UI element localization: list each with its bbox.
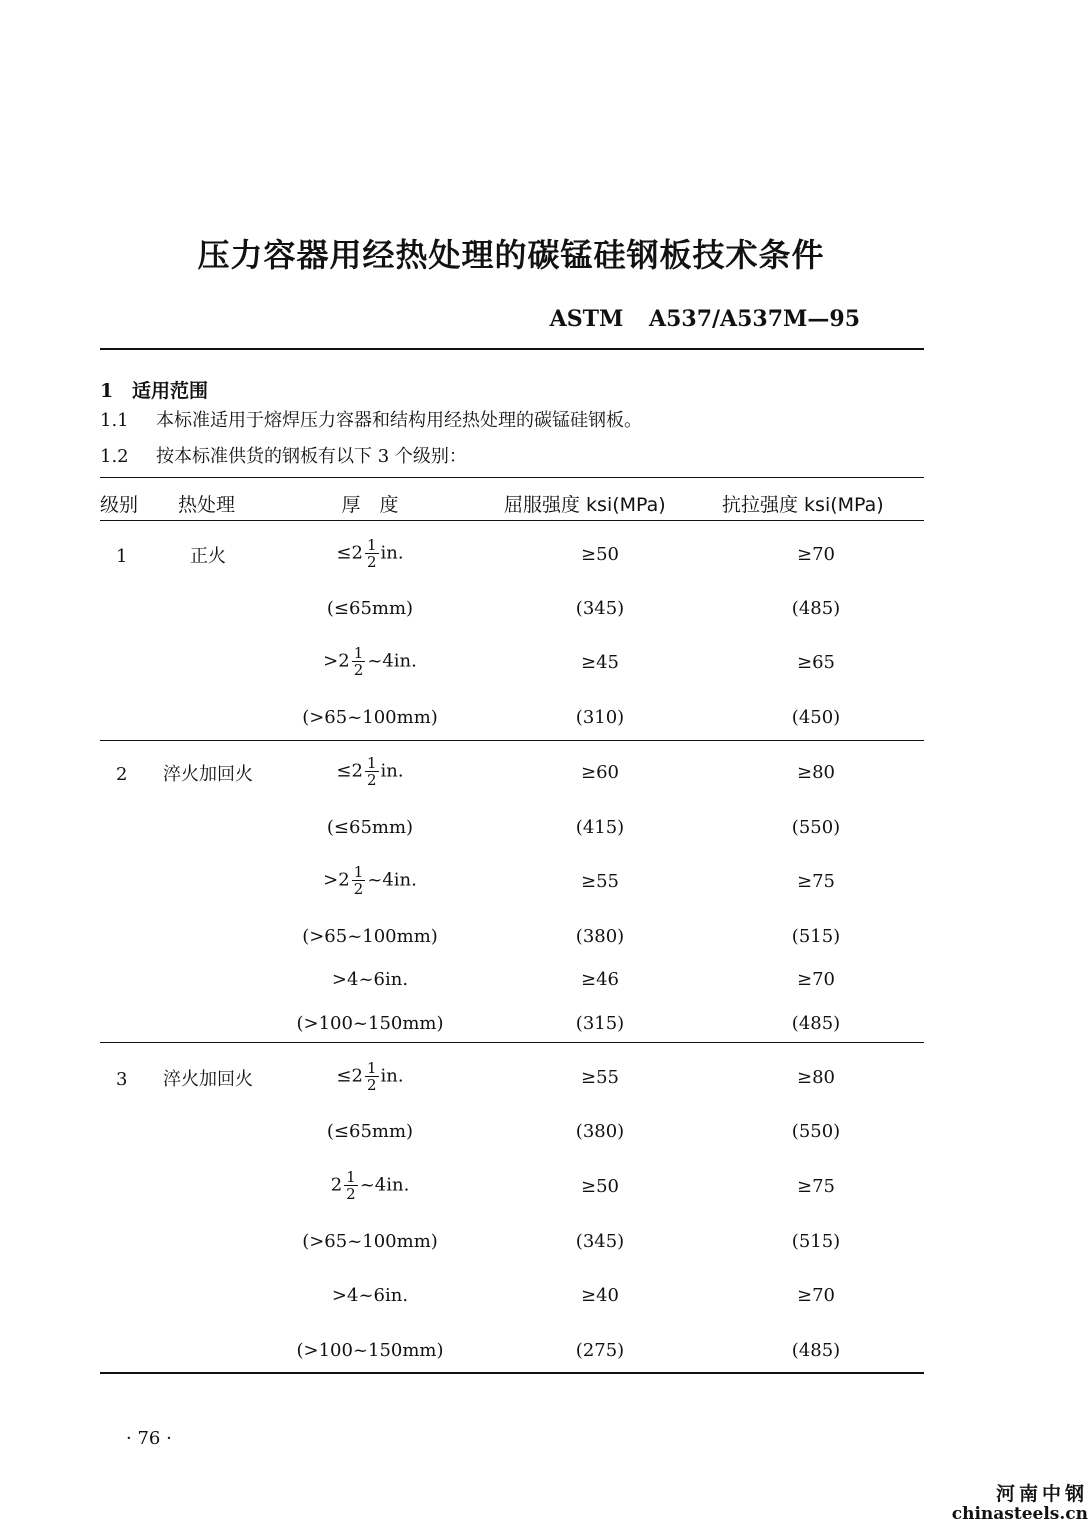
fraction-numerator: 1 xyxy=(366,1059,377,1077)
fraction xyxy=(365,1060,379,1093)
thickness-prefix: ≤2 xyxy=(336,1065,363,1087)
thickness-cell: (≤65mm) xyxy=(326,598,414,619)
heat-treatment-cell: 淬火加回火 xyxy=(163,1069,253,1090)
thickness-suffix: in. xyxy=(380,1065,404,1087)
yield-strength-cell: ≥55 xyxy=(581,871,619,892)
watermark-logo xyxy=(952,1484,1088,1524)
yield-strength-cell: ≥60 xyxy=(581,762,619,783)
thickness-prefix: ≤2 xyxy=(336,760,363,782)
section-number: 1 xyxy=(100,380,114,402)
tensile-strength-cell: (485) xyxy=(791,598,841,619)
yield-strength-cell: ≥50 xyxy=(581,1176,619,1197)
thickness-cell: (>100~150mm) xyxy=(296,1013,444,1034)
tensile-strength-cell: ≥70 xyxy=(797,969,835,990)
fraction xyxy=(344,1169,358,1202)
grade-cell: 1 xyxy=(116,546,128,567)
header-heat-treatment: 热处理 xyxy=(178,494,236,516)
tensile-strength-cell: (485) xyxy=(791,1013,841,1034)
paragraph-1-1 xyxy=(100,406,642,432)
fraction-numerator: 1 xyxy=(346,1168,356,1186)
thickness-cell: (>65~100mm) xyxy=(302,1231,438,1252)
tensile-strength-cell: (485) xyxy=(791,1340,841,1361)
section-title: 适用范围 xyxy=(132,380,209,402)
header-tensile-strength: 抗拉强度 ksi(MPa) xyxy=(722,494,884,516)
tensile-strength-cell: (450) xyxy=(791,707,841,728)
tensile-strength-cell: ≥80 xyxy=(797,1067,835,1088)
thickness-prefix: >2 xyxy=(323,650,350,672)
thickness-cell xyxy=(270,537,470,570)
yield-strength-cell: ≥55 xyxy=(581,1067,619,1088)
group-divider xyxy=(100,1042,924,1043)
thickness-suffix: ~4in. xyxy=(367,650,417,672)
fraction-numerator: 1 xyxy=(366,536,377,554)
yield-strength-cell: (415) xyxy=(575,817,625,838)
fraction-denominator: 2 xyxy=(366,553,377,571)
paragraph-text: 按本标准供货的钢板有以下 3 个级别： xyxy=(156,446,467,467)
tensile-strength-cell: (550) xyxy=(791,817,841,838)
tensile-strength-cell: ≥70 xyxy=(797,544,835,565)
header-yield-strength: 屈服强度 ksi(MPa) xyxy=(504,494,666,516)
table-header-rule xyxy=(100,520,924,521)
watermark-text: 河南中钢 xyxy=(995,1483,1088,1505)
thickness-cell xyxy=(270,645,470,678)
thickness-cell: (>100~150mm) xyxy=(296,1340,444,1361)
heat-treatment-cell: 淬火加回火 xyxy=(163,764,253,785)
yield-strength-cell: (345) xyxy=(575,1231,625,1252)
fraction-numerator: 1 xyxy=(353,644,364,662)
grade-cell: 2 xyxy=(116,764,128,785)
thickness-cell: >4~6in. xyxy=(331,1285,409,1306)
yield-strength-cell: ≥50 xyxy=(581,544,619,565)
fraction xyxy=(365,537,379,570)
yield-strength-cell: ≥46 xyxy=(581,969,619,990)
tensile-strength-cell: ≥80 xyxy=(797,762,835,783)
group-divider xyxy=(100,740,924,741)
yield-strength-cell: (345) xyxy=(575,598,625,619)
header-rule xyxy=(100,348,924,350)
fraction-denominator: 2 xyxy=(366,771,377,789)
fraction xyxy=(352,864,366,897)
yield-strength-cell: (315) xyxy=(575,1013,625,1034)
yield-strength-cell: (380) xyxy=(575,1121,625,1142)
watermark-url: chinasteels.cn xyxy=(951,1504,1088,1524)
fraction-denominator: 2 xyxy=(353,880,364,898)
thickness-suffix: ~4in. xyxy=(359,1174,410,1196)
yield-strength-cell: ≥40 xyxy=(581,1285,619,1306)
tensile-strength-cell: ≥75 xyxy=(797,871,835,892)
thickness-prefix: >2 xyxy=(323,869,350,891)
thickness-cell: (>65~100mm) xyxy=(302,926,438,947)
yield-strength-cell: ≥45 xyxy=(581,652,619,673)
yield-strength-cell: (275) xyxy=(575,1340,625,1361)
fraction-denominator: 2 xyxy=(346,1185,356,1203)
fraction xyxy=(352,645,366,678)
thickness-cell xyxy=(270,755,470,788)
thickness-suffix: ~4in. xyxy=(367,869,417,891)
fraction-numerator: 1 xyxy=(366,754,377,772)
tensile-strength-cell: (515) xyxy=(791,926,841,947)
section-heading xyxy=(100,376,208,403)
paragraph-number: 1.2 xyxy=(100,446,129,467)
thickness-cell: >4~6in. xyxy=(331,969,409,990)
tensile-strength-cell: ≥65 xyxy=(797,652,835,673)
page-title: 压力容器用经热处理的碳锰硅钢板技术条件 xyxy=(197,236,825,274)
thickness-cell xyxy=(270,1060,470,1093)
thickness-cell: (≤65mm) xyxy=(326,817,414,838)
fraction-denominator: 2 xyxy=(366,1076,377,1094)
thickness-cell xyxy=(270,1169,470,1202)
paragraph-1-2 xyxy=(100,442,467,468)
thickness-suffix: in. xyxy=(380,542,404,564)
heat-treatment-cell: 正火 xyxy=(190,546,226,567)
thickness-prefix: 2 xyxy=(330,1174,343,1196)
fraction-denominator: 2 xyxy=(353,661,364,679)
header-thickness: 厚 度 xyxy=(341,494,399,516)
thickness-cell: (≤65mm) xyxy=(326,1121,414,1142)
tensile-strength-cell: ≥70 xyxy=(797,1285,835,1306)
fraction xyxy=(365,755,379,788)
grade-cell: 3 xyxy=(116,1069,128,1090)
table-top-rule xyxy=(100,477,924,478)
fraction-numerator: 1 xyxy=(353,863,364,881)
yield-strength-cell: (310) xyxy=(575,707,625,728)
standard-number: ASTM A537/A537M—95 xyxy=(549,306,860,332)
header-grade: 级别 xyxy=(100,494,139,516)
thickness-suffix: in. xyxy=(380,760,404,782)
thickness-cell xyxy=(270,864,470,897)
thickness-prefix: ≤2 xyxy=(336,542,363,564)
yield-strength-cell: (380) xyxy=(575,926,625,947)
tensile-strength-cell: ≥75 xyxy=(797,1176,835,1197)
table-bottom-rule xyxy=(100,1372,924,1374)
tensile-strength-cell: (515) xyxy=(791,1231,841,1252)
tensile-strength-cell: (550) xyxy=(791,1121,841,1142)
paragraph-text: 本标准适用于熔焊压力容器和结构用经热处理的碳锰硅钢板。 xyxy=(156,410,642,431)
thickness-cell: (>65~100mm) xyxy=(302,707,438,728)
page-number: · 76 · xyxy=(126,1428,172,1449)
paragraph-number: 1.1 xyxy=(100,410,129,431)
